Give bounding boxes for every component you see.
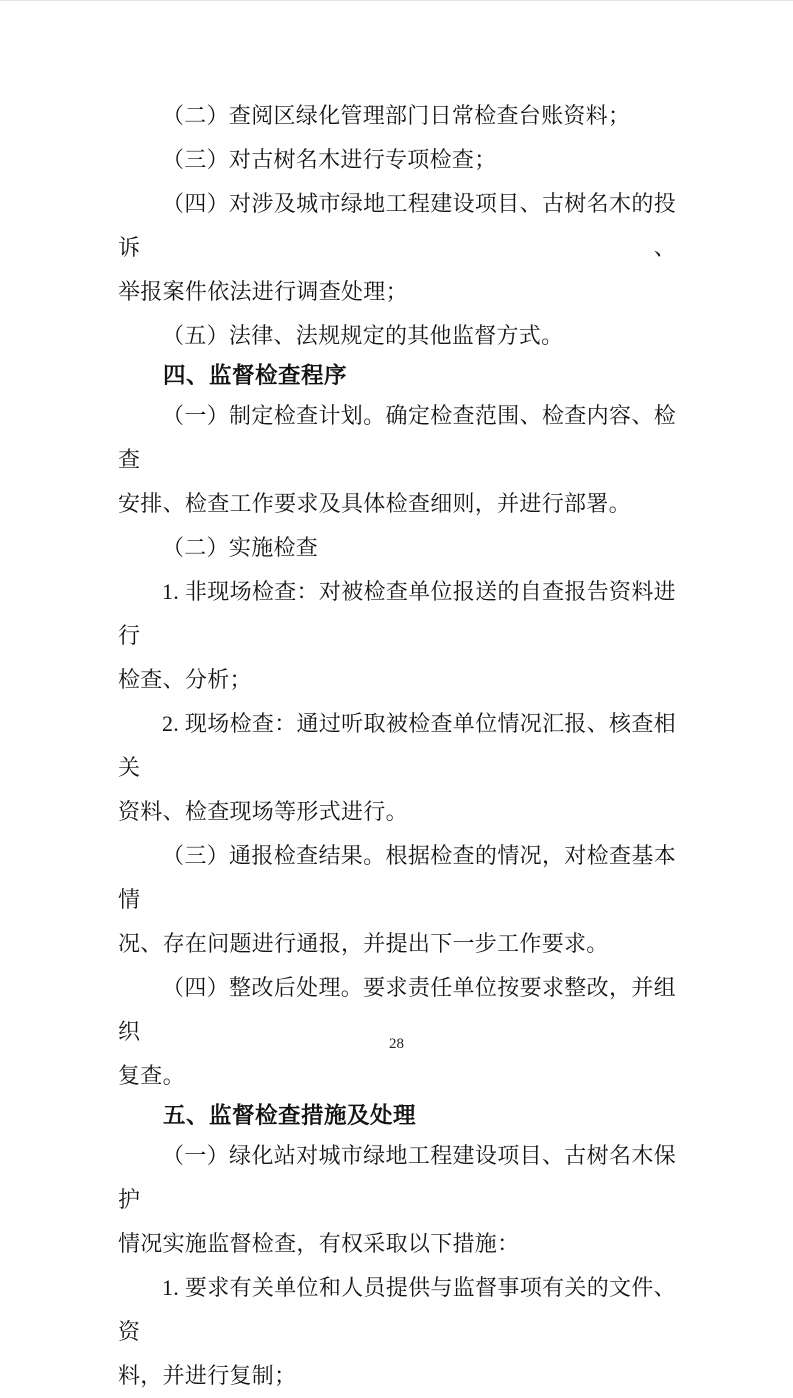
doc-line: 安排、检查工作要求及具体检查细则，并进行部署。 [118, 491, 631, 516]
doc-line: 资料、检查现场等形式进行。 [118, 799, 408, 824]
doc-line: 复查。 [118, 1063, 185, 1088]
doc-line: 况、存在问题进行通报，并提出下一步工作要求。 [118, 931, 609, 956]
doc-line: 举报案件依法进行调查处理； [118, 279, 408, 304]
doc-line: （四）整改后处理。要求责任单位按要求整改，并组织 [118, 975, 676, 1044]
doc-line: （一）制定检查计划。确定检查范围、检查内容、检查 [118, 403, 676, 472]
document-body [118, 94, 676, 1398]
doc-line: （二）实施检查 [162, 535, 319, 560]
doc-line: （三）通报检查结果。根据检查的情况，对检查基本情 [118, 843, 676, 912]
doc-line: 情况实施监督检查，有权采取以下措施： [118, 1231, 520, 1256]
doc-line: 料，并进行复制； [118, 1363, 297, 1388]
doc-line: （一）绿化站对城市绿地工程建设项目、古树名木保护 [118, 1143, 676, 1212]
doc-line: 2. 现场检查：通过听取被检查单位情况汇报、核查相关 [118, 711, 676, 780]
doc-line: 1. 非现场检查：对被检查单位报送的自查报告资料进行 [118, 579, 676, 648]
section-heading: 四、监督检查程序 [163, 363, 348, 388]
doc-line: （五）法律、法规规定的其他监督方式。 [162, 323, 564, 348]
doc-line: 1. 要求有关单位和人员提供与监督事项有关的文件、资 [118, 1275, 676, 1344]
page-number: 28 [389, 1036, 404, 1052]
section-heading: 五、监督检查措施及处理 [163, 1103, 417, 1128]
doc-line: （三）对古树名木进行专项检查； [162, 147, 497, 172]
doc-line: （四）对涉及城市绿地工程建设项目、古树名木的投诉、 [118, 191, 676, 260]
doc-line: （二）查阅区绿化管理部门日常检查台账资料； [162, 103, 631, 128]
doc-line: 检查、分析； [118, 667, 252, 692]
